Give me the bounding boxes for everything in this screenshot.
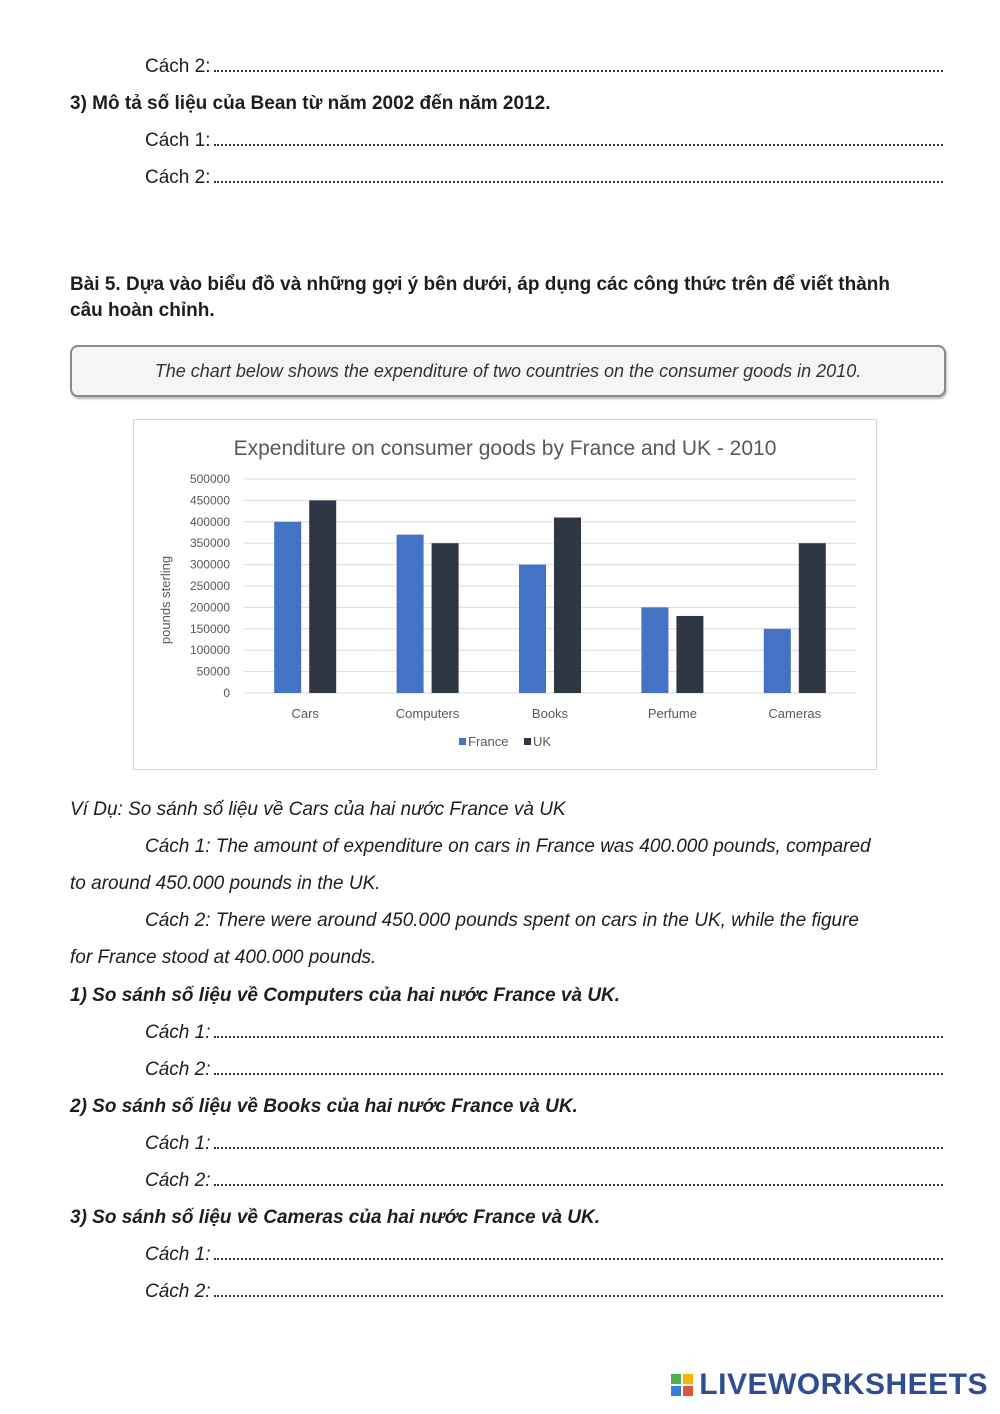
answer-line[interactable]	[214, 70, 943, 72]
answer-label: Cách 2:	[145, 1281, 211, 1302]
answer-line[interactable]	[214, 1295, 943, 1297]
liveworksheets-logo-icon	[671, 1374, 693, 1396]
logo-square	[683, 1374, 693, 1384]
chart-prompt-text: The chart below shows the expenditure of two countries on the consumer goods in 2010.	[154, 360, 862, 381]
chart-x-ticks	[291, 706, 821, 721]
legend-label-uk: UK	[533, 734, 552, 749]
logo-square	[683, 1386, 693, 1396]
example-cach1-line1: Cách 1: The amount of expenditure on cars in France was 400.000 pounds, compared	[145, 836, 871, 857]
legend-label-france: France	[468, 734, 509, 749]
question-2: 2) So sánh số liệu về Books của hai nước France và UK.	[70, 1096, 578, 1117]
answer-label: Cách 2:	[145, 1059, 211, 1080]
chart-bar-uk-cars	[309, 500, 336, 693]
top-cach2-row	[145, 56, 943, 78]
question-1: 1) So sánh số liệu về Computers của hai nước France và UK.	[70, 985, 621, 1006]
example-cach2-line2: for France stood at 400.000 pounds.	[70, 947, 377, 968]
chart-bar-france-perfume	[641, 607, 668, 693]
example-cach1	[70, 828, 943, 865]
chart-ylabel: pounds sterling	[158, 555, 173, 645]
logo-text: LIVEWORKSHEETS	[699, 1368, 988, 1401]
bai5-heading-line1: Bài 5. Dựa vào biểu đồ và những gợi ý bên dưới, áp dụng các công thức trên để viết thành	[70, 274, 890, 295]
chart-y-tick-label: 250000	[189, 579, 230, 593]
bar-chart	[134, 420, 876, 769]
q3-cach2-row	[145, 167, 943, 189]
answer-line[interactable]	[214, 1036, 943, 1038]
chart-bar-uk-perfume	[676, 616, 703, 693]
chart-x-tick-label: Cars	[291, 706, 319, 721]
chart-bar-france-cars	[274, 522, 301, 693]
chart-x-tick-label: Cameras	[768, 706, 822, 721]
chart-y-tick-label: 200000	[189, 600, 230, 615]
chart-bar-uk-computers	[432, 543, 459, 693]
chart-y-tick-label: 50000	[196, 664, 230, 679]
bar-chart-frame	[133, 419, 877, 770]
q1-cach1-row	[145, 1022, 943, 1044]
q2-cach1-row	[145, 1133, 943, 1155]
chart-y-tick-label: 350000	[189, 536, 230, 551]
answer-label: Cách 1:	[145, 1022, 211, 1043]
q2-cach2-row	[145, 1170, 943, 1192]
chart-bar-france-cameras	[764, 629, 791, 693]
answer-label: Cách 1:	[145, 1244, 211, 1265]
logo-square	[671, 1386, 681, 1396]
bai5-heading	[70, 272, 890, 324]
question-3-bean: 3) Mô tả số liệu của Bean từ năm 2002 đến năm 2012.	[70, 93, 551, 114]
example-block	[70, 791, 943, 976]
chart-y-ticks	[190, 472, 230, 700]
q3c-cach1-row	[145, 1244, 943, 1266]
example-cach2-line1: Cách 2: There were around 450.000 pounds spent on cars in the UK, while the figure	[145, 910, 859, 931]
chart-y-tick-label: 150000	[189, 621, 230, 636]
chart-y-tick-label: 100000	[189, 643, 230, 658]
chart-legend	[459, 734, 551, 749]
liveworksheets-logo[interactable]	[671, 1368, 988, 1402]
chart-bar-france-computers	[397, 535, 424, 693]
legend-swatch-france	[459, 738, 466, 745]
answer-label: Cách 2:	[145, 1170, 211, 1191]
answer-line[interactable]	[214, 1073, 943, 1075]
chart-y-tick-label: 0	[223, 686, 230, 700]
legend-swatch-uk	[524, 738, 531, 745]
answer-line[interactable]	[214, 1147, 943, 1149]
question-3-cameras: 3) So sánh số liệu về Cameras của hai nước France và UK.	[70, 1207, 601, 1228]
chart-prompt-box	[70, 345, 946, 397]
chart-x-tick-label: Books	[531, 706, 569, 721]
answer-line[interactable]	[214, 144, 943, 146]
logo-square	[671, 1374, 681, 1384]
chart-y-tick-label: 500000	[189, 472, 230, 486]
chart-bar-uk-cameras	[799, 543, 826, 693]
answer-line[interactable]	[214, 1184, 943, 1186]
chart-x-tick-label: Computers	[395, 706, 460, 721]
example-cach1-line2: to around 450.000 pounds in the UK.	[70, 873, 381, 894]
chart-y-tick-label: 400000	[189, 514, 230, 529]
example-title: Ví Dụ: So sánh số liệu về Cars của hai nước France và UK	[70, 799, 566, 820]
answer-label: Cách 1:	[145, 130, 211, 151]
chart-y-tick-label: 450000	[189, 493, 230, 508]
chart-x-tick-label: Perfume	[647, 706, 697, 721]
q3c-cach2-row	[145, 1281, 943, 1303]
bai5-heading-line2: câu hoàn chỉnh.	[70, 300, 215, 321]
chart-bars	[274, 500, 826, 693]
answer-line[interactable]	[214, 181, 943, 183]
answer-label: Cách 2:	[145, 56, 211, 77]
chart-bar-france-books	[519, 565, 546, 693]
q1-cach2-row	[145, 1059, 943, 1081]
example-cach2	[70, 902, 943, 939]
answer-label: Cách 2:	[145, 167, 211, 188]
q3-cach1-row	[145, 130, 943, 152]
chart-y-tick-label: 300000	[189, 557, 230, 572]
chart-bar-uk-books	[554, 518, 581, 693]
answer-label: Cách 1:	[145, 1133, 211, 1154]
chart-title: Expenditure on consumer goods by France and UK - 2010	[233, 437, 777, 460]
answer-line[interactable]	[214, 1258, 943, 1260]
